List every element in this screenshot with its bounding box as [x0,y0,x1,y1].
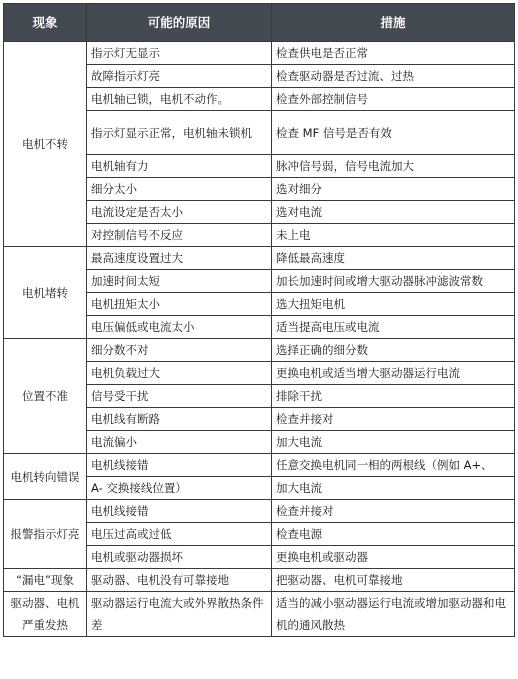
cause-cell: 最高速度设置过大 [87,247,272,270]
cause-cell: 细分数不对 [87,339,272,362]
phenomenon-cell: 位置不准 [4,339,87,454]
phenomenon-cell: 驱动器、电机严重发热 [4,592,87,637]
cause-cell: 细分太小 [87,178,272,201]
measure-cell: 适当的减小驱动器运行电流或增加驱动器和电机的通风散热 [272,592,515,637]
measure-cell: 检查驱动器是否过流、过热 [272,65,515,88]
cause-cell: 电机负载过大 [87,362,272,385]
measure-cell: 适当提高电压或电流 [272,316,515,339]
header-cause: 可能的原因 [87,4,272,42]
cause-cell: 电机线接错 [87,500,272,523]
cause-cell: 对控制信号不反应 [87,224,272,247]
measure-cell: 检查供电是否正常 [272,42,515,65]
table-row [4,454,515,477]
measure-cell: 检查并接对 [272,408,515,431]
cause-cell: 指示灯无显示 [87,42,272,65]
table-body [4,42,515,637]
cause-cell: 电机线有断路 [87,408,272,431]
measure-cell: 选对细分 [272,178,515,201]
phenomenon-cell: “漏电”现象 [4,569,87,592]
measure-cell: 未上电 [272,224,515,247]
cause-cell: 电压过高或过低 [87,523,272,546]
phenomenon-cell: 报警指示灯亮 [4,500,87,569]
table-row [4,42,515,65]
measure-cell: 更换电机或驱动器 [272,546,515,569]
cause-cell: 故障指示灯亮 [87,65,272,88]
cause-cell: 驱动器运行电流大或外界散热条件差 [87,592,272,637]
measure-cell: 检查外部控制信号 [272,88,515,111]
cause-cell: 电机轴有力 [87,155,272,178]
measure-cell: 检查 MF 信号是否有效 [272,111,515,155]
header-phenomenon: 现象 [4,4,87,42]
table-row [4,569,515,592]
table-row [4,592,515,637]
cause-cell: 电流偏小 [87,431,272,454]
cause-cell: 电机线接错 [87,454,272,477]
table-row [4,500,515,523]
table-row [4,247,515,270]
troubleshooting-table [3,3,515,637]
measure-cell: 选对电流 [272,201,515,224]
cause-cell: 电机轴已锁，电机不动作。 [87,88,272,111]
cause-cell: 驱动器、电机没有可靠接地 [87,569,272,592]
measure-cell: 选大扭矩电机 [272,293,515,316]
measure-cell: 更换电机或适当增大驱动器运行电流 [272,362,515,385]
cause-cell: A- 交换接线位置） [87,477,272,500]
measure-cell: 脉冲信号弱，信号电流加大 [272,155,515,178]
measure-cell: 加长加速时间或增大驱动器脉冲滤波常数 [272,270,515,293]
measure-cell: 排除干扰 [272,385,515,408]
table-row [4,339,515,362]
measure-cell: 降低最高速度 [272,247,515,270]
measure-cell: 检查电源 [272,523,515,546]
table-header-row [4,4,515,42]
cause-cell: 指示灯显示正常，电机轴未锁机 [87,111,272,155]
header-measure: 措施 [272,4,515,42]
cause-cell: 电流设定是否太小 [87,201,272,224]
cause-cell: 电机扭矩太小 [87,293,272,316]
measure-cell: 加大电流 [272,477,515,500]
phenomenon-cell: 电机堵转 [4,247,87,339]
phenomenon-cell: 电机转向错误 [4,454,87,500]
cause-cell: 电机或驱动器损坏 [87,546,272,569]
phenomenon-cell: 电机不转 [4,42,87,247]
cause-cell: 电压偏低或电流太小 [87,316,272,339]
measure-cell: 加大电流 [272,431,515,454]
cause-cell: 信号受干扰 [87,385,272,408]
cause-cell: 加速时间太短 [87,270,272,293]
measure-cell: 把驱动器、电机可靠接地 [272,569,515,592]
measure-cell: 选择正确的细分数 [272,339,515,362]
measure-cell: 任意交换电机同一相的两根线（例如 A+、 [272,454,515,477]
measure-cell: 检查并接对 [272,500,515,523]
